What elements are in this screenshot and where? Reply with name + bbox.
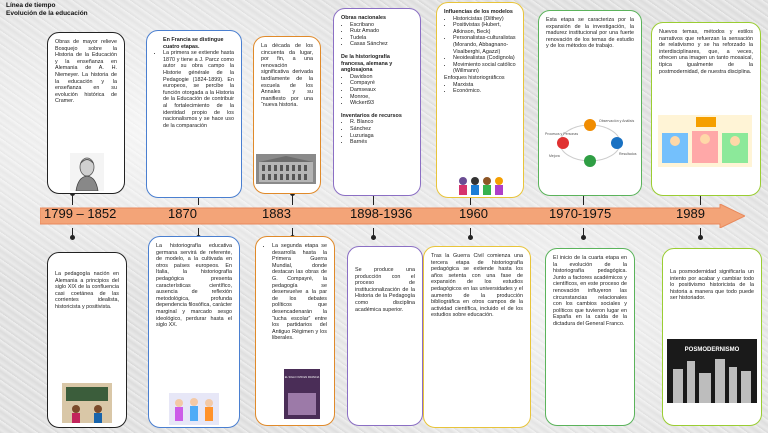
card-text: La historiografía educativa germana servirá de referente, de modelo, a la cultivada en otros países europeos. En Italia, la historiografía pedagógica presenta características científico, ausencia de reflexión metodológica, profunda dependencia filosófica, carácter marginal y marcado sesgo ideológico, perdurar hasta el siglo XX.: [156, 243, 232, 329]
list-item: • Monroe,: [350, 94, 413, 101]
list-item: • Damseaux: [350, 87, 413, 94]
card-heading: Obras nacionales: [341, 15, 386, 21]
card-1883-bottom: [255, 236, 335, 426]
building-image: [256, 154, 316, 184]
list-item: • Marxista: [453, 82, 516, 89]
classroom-image: [62, 383, 112, 423]
card-text: Tras la Guerra Civil comienza una tercera etapa de historiografía pedagógica se extiende hasta los años setenta con una fase de expansión de los estudios pedagógicos en las universidades y el aumento de la producción bibliográfica en otros campos de la actividad científica, incluido el de los estudios sobre educación.: [431, 253, 523, 319]
list-item: • Neoidealistas (Codignola): [453, 55, 516, 62]
teacher-image: [423, 377, 426, 411]
title-line-1: Línea de tiempo: [6, 2, 56, 9]
year-1960: 1960: [459, 206, 488, 221]
people-illustration: [455, 175, 505, 195]
list-item: • Positivistas (Hubert, Atkinson, Beck): [453, 22, 516, 35]
card-1989-bottom: [662, 248, 762, 426]
card-text: La década de los cincuenta da lugar, por fin, a una renovación significativa derivada tardíamente de la escuela de los Annales y su manifiesto por una “nueva historia.: [261, 43, 313, 109]
title-line-2: Evolución de la educación: [6, 10, 88, 17]
card-1970-top: [538, 10, 642, 196]
card-1870-bottom: [148, 236, 240, 428]
card-subheading: Enfoques historiográficos: [444, 74, 505, 81]
book-title: EL SIGLO XVIII EN FRANCIA: [284, 376, 320, 379]
page-title: [6, 2, 88, 18]
list-item: • Compayré: [350, 80, 413, 87]
list-item: • Sánchez: [350, 126, 413, 133]
card-text: La posmodernidad significaría un intento por acabar y cambiar todo lo positivismo historicista de la historia a manera que todo puede ser historiador.: [670, 269, 754, 302]
list-item: • Personalistas-culturalistas (Morando, Abbagnano-Visalberghi, Agazzi): [453, 35, 516, 55]
year-1970-1975: 1970-1975: [549, 206, 612, 221]
banner-title: POSMODERNISMO: [684, 347, 740, 353]
diagram-label: Observación y Análisis: [599, 119, 635, 123]
card-1960-top: [436, 2, 524, 198]
card-text: Obras de mayor relieve Bosquejo sobre la Historia de la Educación y la enseñanza en Alemania de A. H. Niemeyer. La historia de la educación y la enseñanza en su evolución histórica de Cramer.: [55, 39, 117, 105]
card-list-item: • La primera se extiende hasta 1870 y tiene a J. Parcz como autor su obra campo la Historie générale de la Pedagogie (1824-1899). En europeos, se percibe la función otorgada a la Historia de la Educación de contribuir al fortalecimiento de la identidad propio de los nacionalismos y se hace uso de la comparación: [163, 50, 234, 129]
connector-dot: [698, 235, 703, 240]
diagram-label: Procesos y Personas: [545, 132, 579, 136]
list-item: • Barnés: [350, 139, 413, 146]
cartoon-image: [658, 115, 752, 167]
card-1870-top: [146, 30, 242, 198]
card-1883-top: [253, 36, 321, 194]
list-item: • Historicistas (Dilthey): [453, 16, 516, 23]
card-1989-top: [651, 22, 761, 196]
connector-dot: [468, 235, 473, 240]
card-list-item: • La segunda etapa se desarrolla hasta la Primera Guerra Mundial, donde destacan las obras de G. Compayré, la pedagogía se desenvuelve a la par de los debates políticos que desencadenarán la “lucha escolar” entre los partidarios del Antiguo Régimen y los liberales.: [272, 243, 327, 342]
card-1898-bottom: [347, 246, 423, 426]
students-image: [169, 393, 219, 425]
list-item: • Wickert93: [350, 100, 413, 107]
connector-dot: [371, 235, 376, 240]
card-heading: De la historiografía francesa, alemana y anglosajona: [341, 53, 393, 74]
list-item: • Económico.: [453, 88, 516, 95]
card-text: El inicio de la cuarta etapa en la evolución de la historiografía pedagógica. Junto a factores académicos y científicos, en este proceso de renovación influyeron las circunstancias relacionales con los cambios sociales y políticos que tuvieron lugar en España en la caída de la dictadura del General Franco.: [553, 255, 627, 327]
portrait-image: [70, 153, 104, 191]
list-item: • R. Blanco: [350, 119, 413, 126]
card-heading: Influencias de los modelos: [444, 9, 513, 15]
diagram-label: Resultados: [619, 152, 637, 156]
card-1799-bottom: [47, 252, 127, 428]
card-text: Se produce una producción con el proceso de institucionalización de la Historia de la Pedagogía como disciplina académica superior.: [355, 267, 415, 313]
card-heading: En Francia se distingue cuatro etapas.: [163, 37, 224, 50]
diagram-label: Mejora: [549, 154, 560, 158]
connector-dot: [70, 235, 75, 240]
card-text: Nuevos temas, métodos y estilos narrativos que refuerzan la sensación de relativismo y se ha reforzado la interdisciplinares, que, a veces, ofrecen una imagen un tanto mosaical, típica igualmente de la postmodernidad, de nuestra disciplina.: [659, 29, 753, 75]
list-item: • Tudela: [350, 35, 413, 42]
year-1883: 1883: [262, 206, 291, 221]
list-item: • Davidson: [350, 74, 413, 81]
card-1799-top: [47, 32, 125, 194]
book-cover-image: [284, 369, 320, 419]
posmodernismo-image: [667, 339, 757, 403]
card-text: La pedagogía nación en Alemania a principios del siglo XIX de la confluencia casi coetánea de las corrientes idealista, historicista y positivista.: [55, 271, 119, 310]
card-text: Esta etapa se caracteriza por la expansión de la investigación, la madurez institucional por una fuerte renovación de los temas de estudio y de los métodos de trabajo.: [546, 17, 634, 50]
card-1960-bottom: [423, 246, 531, 428]
list-item: • Movimiento social católico (Willmann): [453, 62, 516, 75]
year-1870: 1870: [168, 206, 197, 221]
list-item: • Luzuriaga: [350, 133, 413, 140]
list-item: • Ruiz Amado: [350, 28, 413, 35]
year-1898-1936: 1898-1936: [350, 206, 413, 221]
cycle-diagram: [543, 111, 637, 171]
year-1989: 1989: [676, 206, 705, 221]
card-1898-top: [333, 8, 421, 196]
year-1799-1852: 1799 – 1852: [44, 206, 117, 221]
card-heading: Inventarios de recursos: [341, 112, 402, 119]
list-item: • Casas Sánchez: [350, 41, 413, 48]
card-1970-bottom: [545, 248, 635, 426]
list-item: • Escribano: [350, 22, 413, 29]
connector-dot: [581, 235, 586, 240]
